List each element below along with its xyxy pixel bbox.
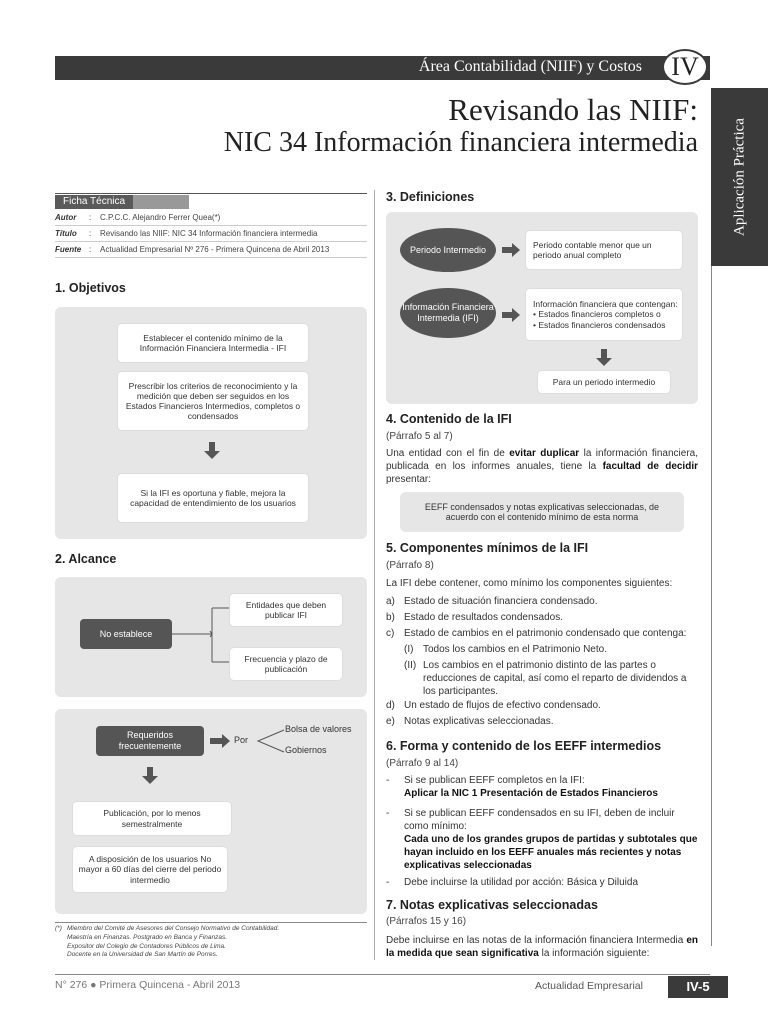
list-item (386, 627, 698, 640)
definicion-ifi-bullet-2: • Estados financieros condensados (533, 319, 666, 330)
notas-paragraph (386, 934, 698, 960)
objetivo-box-2: Prescribir los criterios de reconocimiento y la medición que deben ser seguidos en los Estados Financieros Intermedios, completos o condensados (118, 372, 308, 430)
ficha-sep: : (89, 229, 92, 238)
section-heading-componentes: 5. Componentes mínimos de la IFI (386, 541, 589, 555)
list-marker: c) (386, 628, 395, 639)
list-marker: (I) (404, 644, 414, 655)
list-text: Estado de situación financiera condensado. (404, 596, 598, 607)
right-arrow-icon (502, 243, 522, 257)
area-title: Área Contabilidad (NIIF) y Costos (418, 58, 642, 75)
definicion-ifi-box (526, 289, 682, 340)
fork-connector (256, 726, 286, 756)
bold-run: facultad de decidir (602, 461, 698, 472)
ficha-row-fuente (55, 242, 367, 258)
contenido-box: EEFF condensados y notas explicativas seleccionadas, de acuerdo con el contenido mínimo de esta norma (400, 492, 684, 532)
gobiernos-label: Gobiernos (285, 745, 327, 755)
right-arrow-icon (210, 734, 230, 748)
list-text: Todos los cambios en el Patrimonio Neto. (423, 644, 607, 655)
column-divider (374, 190, 375, 960)
list-marker: a) (386, 596, 395, 607)
periodo-intermedio-oval: Periodo Intermedio (400, 228, 496, 272)
bullet-text: Debe incluirse la utilidad por acción: Básica y Diluida (404, 877, 639, 888)
bullet-text: Si se publican EEFF condensados en su IFI, deben de incluir como mínimo: (404, 808, 675, 832)
componentes-intro: La IFI debe contener, como mínimo los componentes siguientes: (386, 578, 673, 589)
ficha-sep: : (89, 245, 92, 254)
section-heading-contenido: 4. Contenido de la IFI (386, 412, 512, 426)
ficha-sep: : (89, 213, 92, 222)
footnote-line: Miembro del Comité de Asesores del Consejo Normativo de Contabilidad. (67, 925, 280, 932)
footnote (55, 925, 367, 960)
down-arrow-icon (142, 767, 158, 785)
ficha-value: Revisando las NIIF: NIC 34 Información financiera intermedia (100, 229, 318, 238)
objetivo-box-3: Si la IFI es oportuna y fiable, mejora la capacidad de entendimiento de los usuarios (118, 474, 308, 522)
ficha-row-titulo (55, 226, 367, 242)
page-title-line1: Revisando las NIIF: (448, 92, 698, 127)
side-rule (711, 266, 768, 946)
list-item (386, 611, 698, 624)
side-tab-label: Aplicación Práctica (731, 118, 747, 236)
footer-issue: N° 276 ● Primera Quincena - Abril 2013 (55, 979, 241, 991)
section-heading-definiciones: 3. Definiciones (386, 190, 475, 204)
bolsa-label: Bolsa de valores (285, 724, 352, 734)
list-text: Notas explicativas seleccionadas. (404, 716, 554, 727)
bullet-text: Si se publican EEFF completos en la IFI: (404, 775, 585, 786)
ficha-key: Autor (55, 213, 77, 222)
componentes-parrafo: (Párrafo 8) (386, 560, 434, 571)
forma-bullet-1 (386, 774, 698, 800)
bullet-bold: Cada uno de los grandes grupos de partidas y subtotales que hayan incluido en los EEFF anuales más recientes y notas explicativas seleccionadas (404, 834, 698, 871)
footnote-line: Docente en la Universidad de San Martín de Porres. (67, 951, 218, 959)
ficha-row-autor (55, 210, 367, 226)
requeridos-box: Requeridos frecuentemente (96, 726, 204, 756)
definicion-periodo-box: Periodo contable menor que un periodo anual completo (526, 231, 682, 269)
publicacion-box: Publicación, por lo menos semestralmente (73, 802, 231, 835)
list-text: Los cambios en el patrimonio distinto de las partes o reducciones de capital, así como el reparto de dividendos a los participantes. (423, 660, 687, 697)
list-text: Un estado de flujos de efectivo condensado. (404, 700, 601, 711)
header-band (55, 56, 710, 80)
ifi-oval: Información Financiera Intermedia (IFI) (400, 288, 496, 338)
por-label: Por (234, 735, 249, 745)
alcance-branch-frecuencia: Frecuencia y plazo de publicación (230, 648, 342, 680)
list-item (386, 715, 698, 728)
footnote-line: Maestría en Finanzas. Postgrado en Banca y Finanzas. (67, 933, 228, 941)
bullet-bold: Aplicar la NIC 1 Presentación de Estados Financieros (404, 788, 658, 799)
list-item (386, 699, 698, 712)
text-run: la información siguiente: (538, 948, 650, 959)
ficha-tecnica-header (55, 193, 367, 209)
down-arrow-icon (596, 349, 612, 367)
footnote-rule (55, 922, 367, 923)
ficha-value: Actualidad Empresarial Nº 276 - Primera Quincena de Abril 2013 (100, 245, 330, 254)
page-title-line2: NIC 34 Información financiera intermedia (223, 127, 698, 158)
right-arrow-icon (502, 308, 522, 322)
section-heading-forma: 6. Forma y contenido de los EEFF intermedios (386, 739, 662, 753)
forma-bullet-3 (386, 876, 698, 889)
dash-marker: - (386, 775, 390, 786)
definicion-ifi-intro: Información financiera que contengan: (533, 299, 678, 310)
bold-run: evitar duplicar (509, 448, 580, 459)
sub-list-item (404, 659, 698, 699)
alcance-branch-entidades: Entidades que deben publicar IFI (230, 594, 342, 626)
definicion-ifi-bullet-1: • Estados financieros completos o (533, 309, 661, 320)
forma-parrafo: (Párrafo 9 al 14) (386, 758, 459, 769)
contenido-parrafo: (Párrafo 5 al 7) (386, 431, 453, 442)
list-marker: e) (386, 716, 395, 727)
text-run: Una entidad con el fin de (386, 448, 510, 459)
list-text: Estado de resultados condensados. (404, 612, 563, 623)
footnote-marker: (*) (55, 925, 62, 932)
ficha-header-accent (133, 195, 189, 209)
objetivo-box-1: Establecer el contenido mínimo de la Información Financiera Intermedia - IFI (118, 324, 308, 362)
bold-run: en la medida que sean significativa (386, 935, 698, 959)
section-heading-notas: 7. Notas explicativas seleccionadas (386, 898, 598, 912)
footer-publication: Actualidad Empresarial (535, 980, 643, 992)
branch-connector (172, 600, 232, 670)
section-heading-objetivos: 1. Objetivos (55, 281, 126, 295)
list-item (386, 595, 698, 608)
side-tab (711, 88, 768, 266)
dash-marker: - (386, 877, 390, 888)
footnote-line: Expositor del Colegio de Contadores Públicos de Lima. (67, 942, 226, 950)
text-run: Debe incluirse en las notas de la información financiera Intermedia (386, 935, 687, 946)
sub-list-item (404, 643, 698, 656)
forma-bullet-2 (386, 807, 698, 872)
ficha-key: Título (55, 229, 77, 238)
text-run: presentar: (386, 474, 432, 485)
section-roman-badge: IV (662, 49, 708, 85)
disposicion-box: A disposición de los usuarios No mayor a 60 días del cierre del periodo intermedio (73, 847, 227, 892)
list-marker: (II) (404, 660, 417, 671)
contenido-paragraph (386, 447, 698, 486)
list-marker: b) (386, 612, 395, 623)
section-heading-alcance: 2. Alcance (55, 552, 117, 566)
list-text: Estado de cambios en el patrimonio condensado que contenga: (404, 628, 687, 639)
ficha-key: Fuente (55, 245, 82, 254)
footer-rule (55, 974, 710, 975)
text-run: la información financiera, publicada en los informes anuales, tiene la (386, 448, 699, 472)
ficha-value: C.P.C.C. Alejandro Ferrer Quea(*) (100, 213, 221, 222)
notas-parrafo: (Párrafos 15 y 16) (386, 916, 467, 927)
ficha-tecnica-heading: Ficha Técnica (55, 195, 133, 209)
no-establece-box: No establece (80, 619, 172, 649)
down-arrow-icon (204, 442, 220, 460)
para-periodo-box: Para un periodo intermedio (538, 371, 670, 393)
dash-marker: - (386, 808, 390, 819)
page-number: IV-5 (668, 976, 728, 998)
list-marker: d) (386, 700, 395, 711)
